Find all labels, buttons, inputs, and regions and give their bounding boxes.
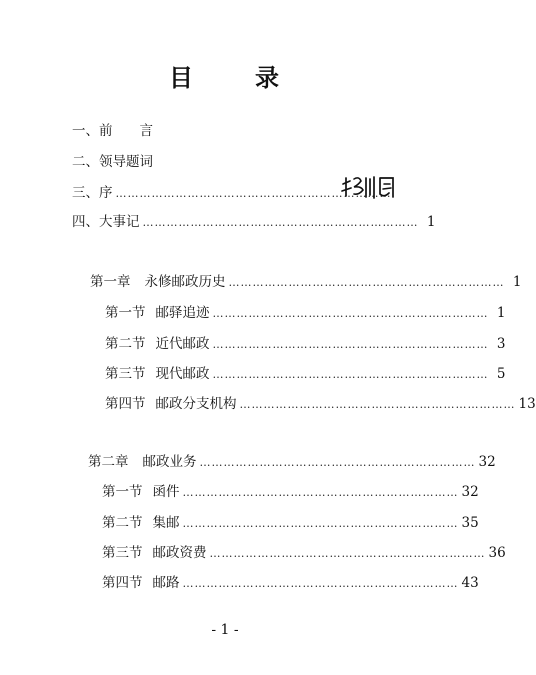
- toc-entry-page: 43: [461, 575, 479, 591]
- dot-leader: ……………………………………………………………: [212, 368, 489, 381]
- dot-leader: ……………………………………………………………: [142, 216, 419, 229]
- dot-leader: ……………………………………………………………: [209, 547, 486, 560]
- toc-section-1-2: [105, 334, 506, 354]
- toc-section-1-3: [105, 364, 506, 384]
- toc-entry-chronicle: [72, 212, 436, 232]
- section-label: 第四节: [105, 396, 146, 412]
- toc-entry-page: 32: [461, 484, 479, 500]
- dot-leader: ……………………………………………………………: [182, 577, 459, 590]
- page-number: - 1 -: [211, 622, 239, 638]
- dot-leader: ……………………………………………………………: [199, 456, 476, 469]
- toc-entry-page: 3: [496, 336, 506, 352]
- dot-leader: ……………………………………………………………: [115, 187, 392, 200]
- toc-entry-page: 32: [478, 454, 496, 470]
- toc-entry-foreword: [72, 183, 392, 203]
- title-char-1: 目: [169, 63, 195, 92]
- toc-entry-page: 35: [461, 515, 479, 531]
- handwritten-signature: [340, 170, 400, 202]
- chapter-label: 第一章: [90, 274, 131, 290]
- chapter-title: 邮政业务: [142, 454, 197, 470]
- toc-entry-page: 36: [488, 545, 506, 561]
- toc-entry-label: 二、领导题词: [72, 154, 153, 170]
- toc-entry-inscriptions: [72, 152, 372, 172]
- section-label: 第四节: [102, 575, 143, 591]
- title-char-2: 录: [255, 63, 281, 92]
- toc-chapter-1: [90, 272, 522, 292]
- toc-section-1-4: [105, 394, 536, 414]
- toc-entry-page: 1: [426, 214, 436, 230]
- dot-leader: ……………………………………………………………: [182, 486, 459, 499]
- chapter-title: 永修邮政历史: [144, 274, 226, 290]
- section-title: 邮路: [152, 575, 180, 591]
- toc-entry-page: 1: [496, 305, 506, 321]
- dot-leader: ……………………………………………………………: [212, 338, 489, 351]
- toc-section-1-1: [105, 303, 506, 323]
- toc-chapter-2: [88, 452, 496, 472]
- toc-entry-label: 四、大事记: [72, 214, 140, 230]
- section-title: 邮政分支机构: [155, 396, 237, 412]
- toc-entry-page: 13: [518, 396, 536, 412]
- section-label: 第二节: [102, 515, 143, 531]
- toc-section-2-2: [102, 513, 479, 533]
- dot-leader: ……………………………………………………………: [228, 276, 505, 289]
- section-title: 函件: [152, 484, 180, 500]
- toc-entry-label: 一、前 言: [72, 123, 153, 139]
- toc-section-2-3: [102, 543, 506, 563]
- section-title: 邮驿追迹: [155, 305, 210, 321]
- toc-entry-label: 三、序: [72, 185, 113, 201]
- dot-leader: ……………………………………………………………: [239, 398, 516, 411]
- section-label: 第一节: [105, 305, 146, 321]
- dot-leader: ……………………………………………………………: [182, 517, 459, 530]
- section-title: 邮政资费: [152, 545, 207, 561]
- toc-entry-page: 5: [496, 366, 506, 382]
- toc-entry-preface: [72, 121, 372, 141]
- dot-leader: ……………………………………………………………: [212, 307, 489, 320]
- section-label: 第一节: [102, 484, 143, 500]
- toc-section-2-1: [102, 482, 479, 502]
- section-label: 第三节: [102, 545, 143, 561]
- chapter-label: 第二章: [88, 454, 129, 470]
- toc-section-2-4: [102, 573, 479, 593]
- section-label: 第二节: [105, 336, 146, 352]
- section-title: 近代邮政: [155, 336, 210, 352]
- section-title: 现代邮政: [155, 366, 210, 382]
- section-label: 第三节: [105, 366, 146, 382]
- section-title: 集邮: [152, 515, 180, 531]
- page-title: [0, 58, 450, 93]
- toc-entry-page: 1: [512, 274, 522, 290]
